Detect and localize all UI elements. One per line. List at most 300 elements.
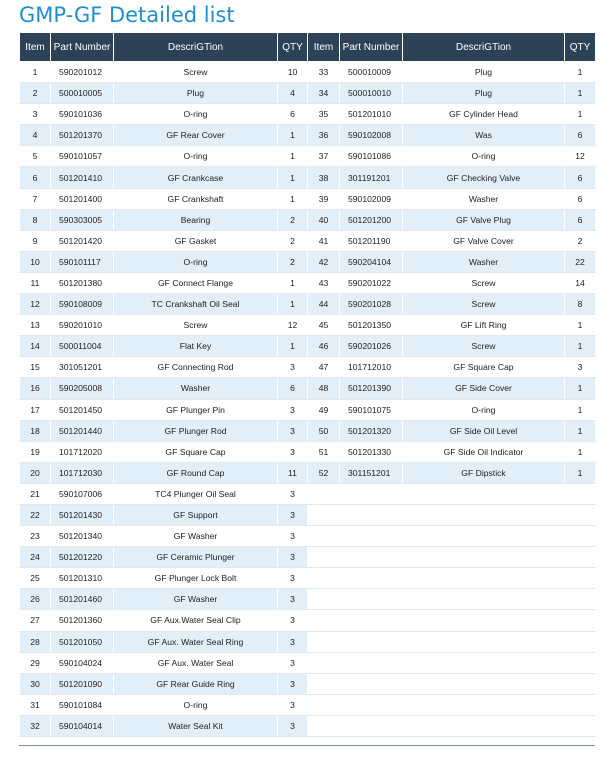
left-item-cell: 20: [20, 462, 51, 483]
left-qty-cell: 1: [278, 188, 308, 209]
right-part-number-cell: [340, 547, 403, 568]
table-row: [20, 673, 596, 694]
right-qty-cell: [565, 694, 596, 715]
right-item-cell: [308, 589, 340, 610]
right-item-cell: [308, 504, 340, 525]
right-part-number-cell: [340, 631, 403, 652]
left-qty-cell: 1: [278, 167, 308, 188]
right-item-cell: [308, 483, 340, 504]
right-part-number-cell: 500010010: [340, 83, 403, 104]
right-description-cell: [403, 526, 565, 547]
left-item-cell: 8: [20, 209, 51, 230]
table-body: [20, 62, 596, 737]
left-qty-cell: 3: [278, 547, 308, 568]
left-part-number-cell: 501201450: [51, 399, 114, 420]
column-header-part-number: Part Number: [51, 33, 114, 62]
right-part-number-cell: [340, 610, 403, 631]
right-part-number-cell: 590201026: [340, 336, 403, 357]
right-item-cell: 42: [308, 251, 340, 272]
right-description-cell: GF Lift Ring: [403, 315, 565, 336]
right-description-cell: [403, 589, 565, 610]
right-part-number-cell: [340, 483, 403, 504]
left-qty-cell: 2: [278, 209, 308, 230]
left-part-number-cell: 590104014: [51, 715, 114, 736]
left-description-cell: GF Aux. Water Seal Ring: [114, 631, 278, 652]
right-qty-cell: [565, 715, 596, 736]
left-qty-cell: 3: [278, 673, 308, 694]
left-part-number-cell: 101712030: [51, 462, 114, 483]
left-description-cell: GF Crankcase: [114, 167, 278, 188]
right-item-cell: 36: [308, 125, 340, 146]
right-description-cell: O-ring: [403, 399, 565, 420]
table-row: [20, 504, 596, 525]
table-header-row: [20, 33, 596, 62]
column-header-item: Item: [308, 33, 340, 62]
table-row: [20, 378, 596, 399]
right-description-cell: [403, 568, 565, 589]
right-description-cell: Plug: [403, 83, 565, 104]
right-qty-cell: [565, 673, 596, 694]
right-qty-cell: [565, 631, 596, 652]
right-item-cell: [308, 694, 340, 715]
column-header-qty: QTY: [278, 33, 308, 62]
left-description-cell: Flat Key: [114, 336, 278, 357]
right-qty-cell: 1: [565, 336, 596, 357]
table-row: [20, 483, 596, 504]
left-description-cell: O-ring: [114, 146, 278, 167]
left-qty-cell: 2: [278, 230, 308, 251]
left-item-cell: 11: [20, 272, 51, 293]
column-header-description: DescriGTion: [403, 33, 565, 62]
left-description-cell: GF Crankshaft: [114, 188, 278, 209]
right-qty-cell: 3: [565, 357, 596, 378]
left-qty-cell: 6: [278, 378, 308, 399]
left-description-cell: GF Square Cap: [114, 441, 278, 462]
right-qty-cell: 1: [565, 462, 596, 483]
right-item-cell: [308, 568, 340, 589]
table-row: [20, 694, 596, 715]
right-part-number-cell: [340, 673, 403, 694]
table-row: [20, 631, 596, 652]
right-item-cell: 39: [308, 188, 340, 209]
left-part-number-cell: 501201090: [51, 673, 114, 694]
left-qty-cell: 3: [278, 610, 308, 631]
right-description-cell: GF Valve Plug: [403, 209, 565, 230]
column-header-item: Item: [20, 33, 51, 62]
left-item-cell: 18: [20, 420, 51, 441]
table-row: [20, 146, 596, 167]
right-description-cell: [403, 652, 565, 673]
right-item-cell: [308, 547, 340, 568]
table-row: [20, 315, 596, 336]
left-description-cell: GF Rear Cover: [114, 125, 278, 146]
left-part-number-cell: 501201370: [51, 125, 114, 146]
left-description-cell: GF Aux. Water Seal: [114, 652, 278, 673]
right-item-cell: [308, 631, 340, 652]
column-header-part-number: Part Number: [340, 33, 403, 62]
left-part-number-cell: 501201440: [51, 420, 114, 441]
page-title: GMP-GF Detailed list: [19, 3, 235, 27]
right-description-cell: GF Dipstick: [403, 462, 565, 483]
right-description-cell: GF Checking Valve: [403, 167, 565, 188]
right-part-number-cell: 101712010: [340, 357, 403, 378]
left-part-number-cell: 501201430: [51, 504, 114, 525]
right-item-cell: 48: [308, 378, 340, 399]
right-description-cell: Was: [403, 125, 565, 146]
right-part-number-cell: 501201350: [340, 315, 403, 336]
right-qty-cell: [565, 589, 596, 610]
right-part-number-cell: [340, 589, 403, 610]
right-item-cell: 50: [308, 420, 340, 441]
bottom-divider: [19, 745, 595, 746]
left-item-cell: 28: [20, 631, 51, 652]
table-row: [20, 294, 596, 315]
left-description-cell: GF Plunger Rod: [114, 420, 278, 441]
left-part-number-cell: 590101057: [51, 146, 114, 167]
left-part-number-cell: 500011004: [51, 336, 114, 357]
right-qty-cell: [565, 652, 596, 673]
left-qty-cell: 12: [278, 315, 308, 336]
table-row: [20, 610, 596, 631]
left-description-cell: Washer: [114, 378, 278, 399]
right-part-number-cell: [340, 715, 403, 736]
left-part-number-cell: 501201050: [51, 631, 114, 652]
table-row: [20, 167, 596, 188]
right-part-number-cell: 590101075: [340, 399, 403, 420]
left-description-cell: Bearing: [114, 209, 278, 230]
right-item-cell: [308, 652, 340, 673]
left-item-cell: 31: [20, 694, 51, 715]
table-row: [20, 357, 596, 378]
left-description-cell: GF Ceramic Plunger: [114, 547, 278, 568]
right-description-cell: Washer: [403, 188, 565, 209]
left-part-number-cell: 590107006: [51, 483, 114, 504]
right-qty-cell: [565, 547, 596, 568]
left-item-cell: 12: [20, 294, 51, 315]
right-qty-cell: 2: [565, 230, 596, 251]
left-part-number-cell: 501201360: [51, 610, 114, 631]
right-item-cell: 41: [308, 230, 340, 251]
right-description-cell: GF Square Cap: [403, 357, 565, 378]
left-qty-cell: 1: [278, 125, 308, 146]
right-qty-cell: 1: [565, 441, 596, 462]
column-header-qty: QTY: [565, 33, 596, 62]
table-row: [20, 715, 596, 736]
left-item-cell: 5: [20, 146, 51, 167]
left-description-cell: O-ring: [114, 694, 278, 715]
left-description-cell: GF Gasket: [114, 230, 278, 251]
table-row: [20, 399, 596, 420]
left-part-number-cell: 501201410: [51, 167, 114, 188]
right-description-cell: GF Side Oil Indicator: [403, 441, 565, 462]
right-description-cell: GF Side Cover: [403, 378, 565, 399]
right-item-cell: 38: [308, 167, 340, 188]
left-qty-cell: 1: [278, 336, 308, 357]
left-part-number-cell: 301051201: [51, 357, 114, 378]
right-description-cell: GF Side Oil Level: [403, 420, 565, 441]
right-qty-cell: 6: [565, 125, 596, 146]
right-item-cell: 47: [308, 357, 340, 378]
table-row: [20, 62, 596, 83]
left-item-cell: 2: [20, 83, 51, 104]
right-item-cell: 35: [308, 104, 340, 125]
right-part-number-cell: [340, 694, 403, 715]
right-description-cell: GF Cylinder Head: [403, 104, 565, 125]
left-description-cell: TC4 Plunger Oil Seal: [114, 483, 278, 504]
left-description-cell: GF Washer: [114, 526, 278, 547]
left-qty-cell: 1: [278, 272, 308, 293]
right-part-number-cell: [340, 568, 403, 589]
table-row: [20, 230, 596, 251]
left-item-cell: 26: [20, 589, 51, 610]
left-part-number-cell: 590303005: [51, 209, 114, 230]
right-part-number-cell: 590201028: [340, 294, 403, 315]
right-qty-cell: 6: [565, 188, 596, 209]
left-description-cell: O-ring: [114, 104, 278, 125]
left-item-cell: 1: [20, 62, 51, 83]
right-item-cell: [308, 673, 340, 694]
right-description-cell: [403, 610, 565, 631]
left-qty-cell: 1: [278, 146, 308, 167]
left-description-cell: O-ring: [114, 251, 278, 272]
left-qty-cell: 3: [278, 694, 308, 715]
right-part-number-cell: 501201390: [340, 378, 403, 399]
left-part-number-cell: 101712020: [51, 441, 114, 462]
right-qty-cell: 1: [565, 378, 596, 399]
right-qty-cell: [565, 483, 596, 504]
left-item-cell: 15: [20, 357, 51, 378]
left-item-cell: 25: [20, 568, 51, 589]
left-qty-cell: 3: [278, 715, 308, 736]
left-description-cell: GF Round Cap: [114, 462, 278, 483]
left-part-number-cell: 501201340: [51, 526, 114, 547]
table-row: [20, 104, 596, 125]
right-description-cell: [403, 631, 565, 652]
right-part-number-cell: 590204104: [340, 251, 403, 272]
left-part-number-cell: 501201220: [51, 547, 114, 568]
left-qty-cell: 6: [278, 104, 308, 125]
right-qty-cell: 22: [565, 251, 596, 272]
right-part-number-cell: 590102009: [340, 188, 403, 209]
right-part-number-cell: 500010009: [340, 62, 403, 83]
left-part-number-cell: 590201012: [51, 62, 114, 83]
right-description-cell: [403, 547, 565, 568]
left-part-number-cell: 501201380: [51, 272, 114, 293]
right-item-cell: 49: [308, 399, 340, 420]
left-qty-cell: 11: [278, 462, 308, 483]
left-item-cell: 17: [20, 399, 51, 420]
table-row: [20, 251, 596, 272]
left-item-cell: 24: [20, 547, 51, 568]
left-qty-cell: 3: [278, 483, 308, 504]
right-qty-cell: 1: [565, 315, 596, 336]
left-part-number-cell: 590101036: [51, 104, 114, 125]
right-item-cell: [308, 715, 340, 736]
left-item-cell: 22: [20, 504, 51, 525]
right-part-number-cell: [340, 526, 403, 547]
right-qty-cell: [565, 526, 596, 547]
right-item-cell: 44: [308, 294, 340, 315]
table-row: [20, 441, 596, 462]
left-part-number-cell: 501201420: [51, 230, 114, 251]
left-item-cell: 29: [20, 652, 51, 673]
left-qty-cell: 3: [278, 589, 308, 610]
left-qty-cell: 3: [278, 568, 308, 589]
left-part-number-cell: 501201400: [51, 188, 114, 209]
right-description-cell: Washer: [403, 251, 565, 272]
left-qty-cell: 1: [278, 294, 308, 315]
left-qty-cell: 10: [278, 62, 308, 83]
right-part-number-cell: 301191201: [340, 167, 403, 188]
table-row: [20, 526, 596, 547]
left-qty-cell: 2: [278, 251, 308, 272]
left-qty-cell: 4: [278, 83, 308, 104]
right-qty-cell: 1: [565, 104, 596, 125]
left-item-cell: 3: [20, 104, 51, 125]
column-header-description: DescriGTion: [114, 33, 278, 62]
left-item-cell: 19: [20, 441, 51, 462]
right-qty-cell: 1: [565, 62, 596, 83]
right-item-cell: 51: [308, 441, 340, 462]
right-description-cell: Screw: [403, 294, 565, 315]
left-item-cell: 10: [20, 251, 51, 272]
table-row: [20, 336, 596, 357]
table-row: [20, 125, 596, 146]
left-item-cell: 13: [20, 315, 51, 336]
parts-table: [19, 32, 596, 737]
right-description-cell: O-ring: [403, 146, 565, 167]
left-item-cell: 23: [20, 526, 51, 547]
right-item-cell: 34: [308, 83, 340, 104]
right-description-cell: [403, 694, 565, 715]
right-qty-cell: 1: [565, 399, 596, 420]
right-qty-cell: 6: [565, 209, 596, 230]
right-description-cell: [403, 504, 565, 525]
left-item-cell: 16: [20, 378, 51, 399]
table-row: [20, 652, 596, 673]
right-part-number-cell: 590102008: [340, 125, 403, 146]
right-description-cell: Screw: [403, 272, 565, 293]
left-part-number-cell: 590108009: [51, 294, 114, 315]
left-description-cell: GF Connect Flange: [114, 272, 278, 293]
right-item-cell: 37: [308, 146, 340, 167]
table-row: [20, 420, 596, 441]
right-item-cell: 33: [308, 62, 340, 83]
left-part-number-cell: 500010005: [51, 83, 114, 104]
right-part-number-cell: [340, 504, 403, 525]
left-description-cell: GF Connecting Rod: [114, 357, 278, 378]
right-part-number-cell: 501201190: [340, 230, 403, 251]
table-row: [20, 272, 596, 293]
left-part-number-cell: 501201460: [51, 589, 114, 610]
left-qty-cell: 3: [278, 631, 308, 652]
right-description-cell: Screw: [403, 336, 565, 357]
right-part-number-cell: 501201320: [340, 420, 403, 441]
left-item-cell: 32: [20, 715, 51, 736]
left-item-cell: 6: [20, 167, 51, 188]
right-qty-cell: 6: [565, 167, 596, 188]
right-description-cell: [403, 673, 565, 694]
right-qty-cell: [565, 610, 596, 631]
left-qty-cell: 3: [278, 399, 308, 420]
left-part-number-cell: 590101117: [51, 251, 114, 272]
right-item-cell: 40: [308, 209, 340, 230]
right-qty-cell: 12: [565, 146, 596, 167]
left-qty-cell: 3: [278, 652, 308, 673]
right-description-cell: [403, 483, 565, 504]
left-item-cell: 14: [20, 336, 51, 357]
left-description-cell: GF Support: [114, 504, 278, 525]
right-item-cell: 52: [308, 462, 340, 483]
left-part-number-cell: 590101084: [51, 694, 114, 715]
right-qty-cell: 1: [565, 83, 596, 104]
left-description-cell: GF Rear Guide Ring: [114, 673, 278, 694]
right-item-cell: 43: [308, 272, 340, 293]
right-part-number-cell: 501201010: [340, 104, 403, 125]
right-qty-cell: [565, 568, 596, 589]
right-item-cell: [308, 526, 340, 547]
table-row: [20, 83, 596, 104]
left-qty-cell: 3: [278, 420, 308, 441]
left-item-cell: 30: [20, 673, 51, 694]
left-description-cell: Plug: [114, 83, 278, 104]
right-part-number-cell: 501201330: [340, 441, 403, 462]
left-description-cell: GF Plunger Pin: [114, 399, 278, 420]
right-description-cell: Plug: [403, 62, 565, 83]
left-description-cell: GF Plunger Lock Bolt: [114, 568, 278, 589]
left-description-cell: Water Seal Kit: [114, 715, 278, 736]
left-description-cell: Screw: [114, 315, 278, 336]
right-qty-cell: 8: [565, 294, 596, 315]
left-part-number-cell: 590201010: [51, 315, 114, 336]
left-part-number-cell: 590104024: [51, 652, 114, 673]
table-row: [20, 209, 596, 230]
left-description-cell: GF Washer: [114, 589, 278, 610]
right-qty-cell: 1: [565, 420, 596, 441]
right-item-cell: [308, 610, 340, 631]
right-part-number-cell: 590101086: [340, 146, 403, 167]
left-item-cell: 9: [20, 230, 51, 251]
left-item-cell: 4: [20, 125, 51, 146]
table-row: [20, 589, 596, 610]
right-qty-cell: 14: [565, 272, 596, 293]
left-description-cell: GF Aux.Water Seal Clip: [114, 610, 278, 631]
table-row: [20, 547, 596, 568]
left-part-number-cell: 590205008: [51, 378, 114, 399]
right-part-number-cell: 590201022: [340, 272, 403, 293]
left-description-cell: Screw: [114, 62, 278, 83]
right-description-cell: GF Valve Cover: [403, 230, 565, 251]
right-part-number-cell: [340, 652, 403, 673]
right-item-cell: 46: [308, 336, 340, 357]
left-item-cell: 7: [20, 188, 51, 209]
left-qty-cell: 3: [278, 441, 308, 462]
right-part-number-cell: 301151201: [340, 462, 403, 483]
left-item-cell: 21: [20, 483, 51, 504]
left-description-cell: TC Crankshaft Oil Seal: [114, 294, 278, 315]
left-qty-cell: 3: [278, 357, 308, 378]
right-description-cell: [403, 715, 565, 736]
table-row: [20, 188, 596, 209]
right-qty-cell: [565, 504, 596, 525]
table-row: [20, 462, 596, 483]
left-part-number-cell: 501201310: [51, 568, 114, 589]
right-item-cell: 45: [308, 315, 340, 336]
left-qty-cell: 3: [278, 526, 308, 547]
left-qty-cell: 3: [278, 504, 308, 525]
left-item-cell: 27: [20, 610, 51, 631]
right-part-number-cell: 501201200: [340, 209, 403, 230]
